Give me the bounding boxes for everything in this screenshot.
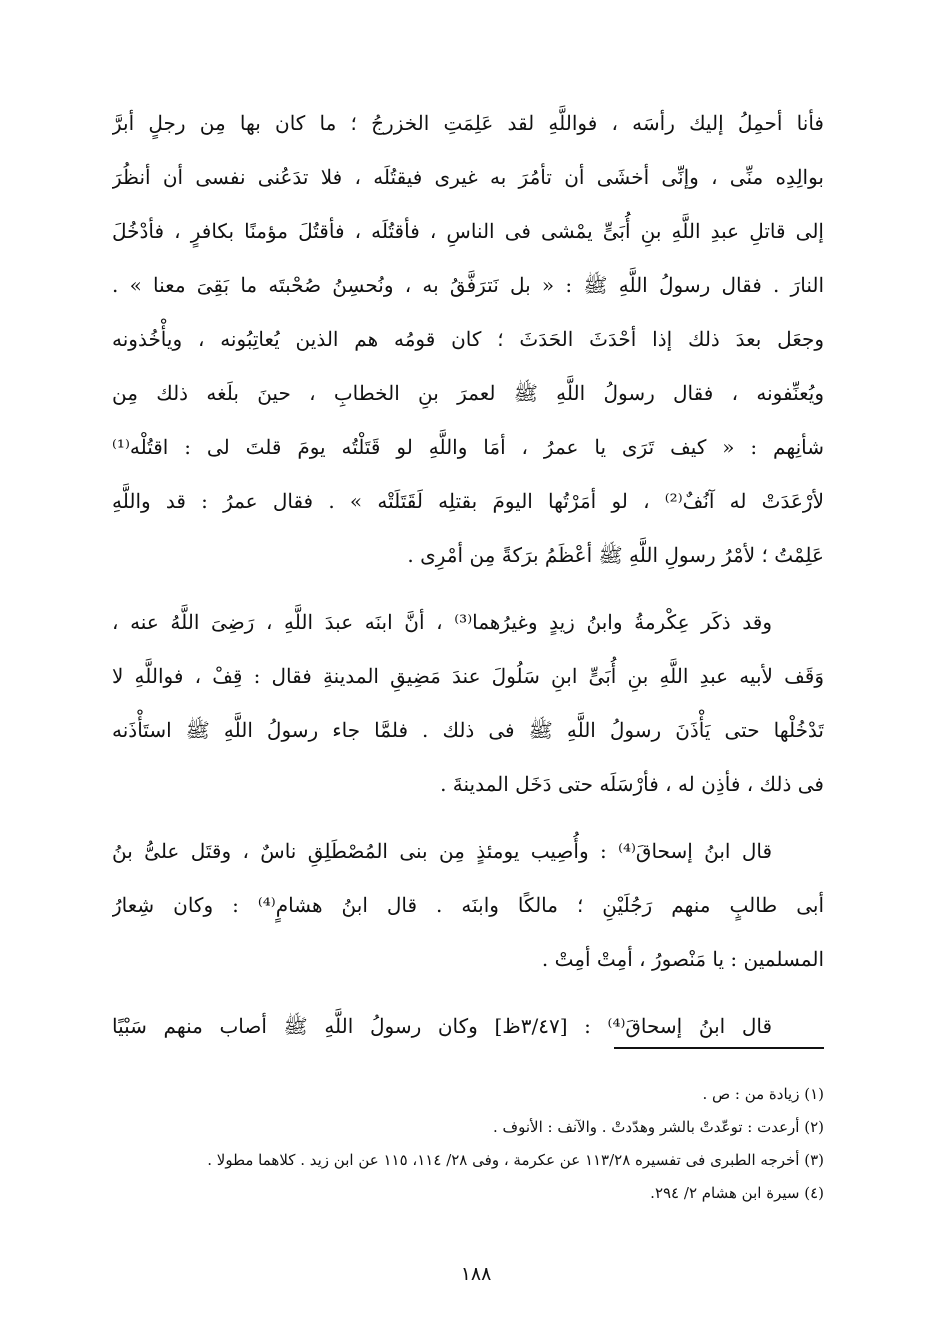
text-line: شأنِهم : « كيف تَرَى يا عمرُ ، أمَا واللَّهِ لو قَتَلْتُه يومَ قلتَ لى : اقتُلْه⁽¹⁾ [112, 435, 824, 459]
paragraph-gap [112, 811, 824, 824]
text-line: وجعَل بعدَ ذلك إذا أحْدَثَ الحَدَثَ ؛ كان قومُه هم الذين يُعاتِبُونه ، ويأْخُذونه [112, 327, 824, 351]
paragraph-gap [112, 986, 824, 999]
text-line: بوالِدِه منِّى ، وإنِّى أخشَى أن تأمُرَ به غيرى فيقتُلَه ، فلا تدَعُنى نفسى أن أنظُرَ [112, 165, 824, 189]
paragraph-gap [112, 582, 824, 595]
text-line: تَدْخُلْها حتى يَأْذَنَ رسولُ اللَّهِ ﷺ فى ذلك . فلمَّا جاء رسولُ اللَّهِ ﷺ استَأْذَنه [112, 718, 824, 742]
main-text [112, 96, 824, 1053]
text-line: فى ذلك ، فأذِن له ، فأرْسَلَه حتى دَخَل المدينةَ . [440, 772, 824, 796]
text-line: النارَ . فقال رسولُ اللَّهِ ﷺ : « بل نَترَفَّقُ به ، ونُحسِنُ صُحْبتَه ما بَقِىَ معنا » . [112, 273, 824, 297]
text-line: قال ابنُ إسحاقَ⁽⁴⁾ : وأُصِيب يومئذٍ مِن بنى المُصْطَلِقِ ناسٌ ، وقتَل علىُّ بنُ [112, 839, 773, 863]
text-line: عَلِمْتُ ؛ لأمْرُ رسولِ اللَّهِ ﷺ أعْظَمُ برَكةً مِن أمْرِى . [407, 543, 824, 567]
text-line: وقد ذكَر عِكْرمةُ وابنُ زيدٍ وغيرُهما⁽³⁾ ، أنَّ ابنَه عبدَ اللَّهِ ، رَضِىَ اللَّهُ عنه ، [112, 610, 772, 634]
footnote: (٢) أرعدت : توعّدتْ بالشر وهدّدتْ . والآنف : الأنوف . [493, 1118, 824, 1136]
footnote: (١) زيادة من : ص . [702, 1085, 824, 1103]
footnotes [112, 1078, 824, 1210]
text-line: لأرْعَدَتْ له آنُفٌ⁽²⁾ ، لو أمَرْتُها اليومَ بقتلِه لَقَتَلَتْه » . فقال عمرُ : قد واللَّهِ [112, 489, 824, 513]
text-line: ويُعنِّفونه ، فقال رسولُ اللَّهِ ﷺ لعمرَ بنِ الخطابِ ، حينَ بلَغه ذلك مِن [112, 381, 824, 405]
text-line: إلى قاتلِ عبدِ اللَّهِ بنِ أُبَىٍّ يمْشى فى الناسِ ، فأقتُلَه ، فأقتُلَ مؤمنًا بكافرٍ ، فأدْخُلَ [112, 219, 824, 243]
text-line: فأنا أحمِلُ إليك رأسَه ، فواللَّهِ لقد عَلِمَتِ الخزرجُ ؛ ما كان بها مِن رجلٍ أبرَّ [112, 111, 824, 135]
text-line: قال ابنُ إسحاقَ⁽⁴⁾ : [٣/٤٧ظ] وكان رسولُ اللَّهِ ﷺ أصاب منهم سَبْيًا [112, 1014, 773, 1038]
page-number: ١٨٨ [460, 1263, 492, 1285]
footnote: (٤) سيرة ابن هشام ٢/ ٢٩٤. [650, 1184, 824, 1202]
text-line: أبى طالبٍ منهم رَجُلَيْنِ ؛ مالكًا وابنَه . قال ابنُ هشامٍ⁽⁴⁾ : وكان شِعارُ [112, 893, 824, 917]
text-line: وَقَف لأبيه عبدِ اللَّهِ بنِ أُبَىٍّ ابنِ سَلُولَ عندَ مَضِيقِ المدينةِ فقال : قِفْ ، فواللَّهِ لا [112, 664, 824, 688]
footnote-separator [614, 1047, 824, 1049]
text-line: المسلمين : يا مَنْصورُ ، أمِتْ أمِتْ . [541, 947, 824, 971]
footnote: (٣) أخرجه الطبرى فى تفسيره ١١٣/٢٨ عن عكرمة ، وفى ٢٨/ ١١٤، ١١٥ عن ابن زيد . كلاهما مطولا . [207, 1151, 824, 1169]
